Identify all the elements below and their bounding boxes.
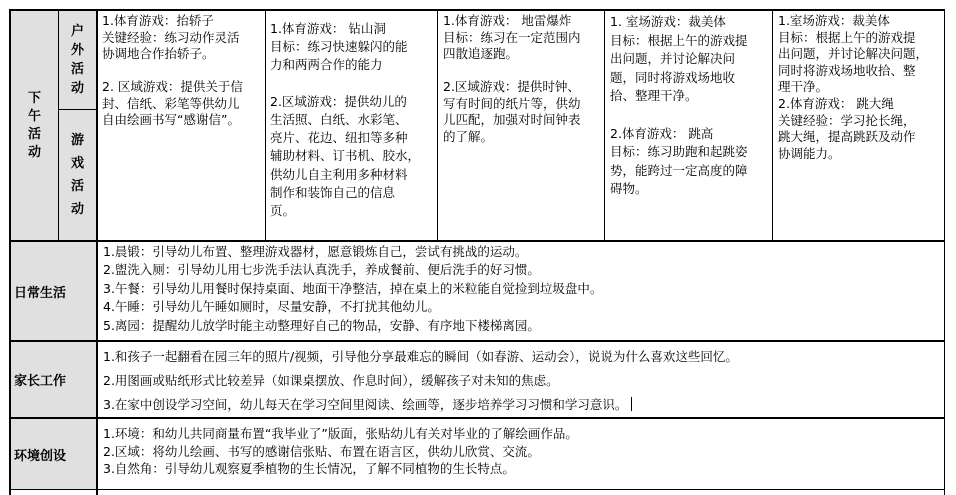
parent-work-label: 家长工作 <box>14 374 67 389</box>
game-activity-label: 游 戏 活 动 <box>70 133 84 217</box>
outdoor-activity-label: 户 外 活 动 <box>70 24 84 96</box>
grid-row-4 <box>9 489 945 490</box>
parent-item: 1.和孩子一起翻看在园三年的照片/视频，引导他分享最难忘的瞬间（如春游、运动会），说说为什么喜欢这些回忆。 <box>103 349 738 364</box>
parent-work-items[interactable] <box>103 345 943 417</box>
activity-column-3: 1.体育游戏： 地雷爆炸 目标：练习在一定范围内 四散追逐跑。 2.区域游戏：提供时钟、 写有时间的纸片等，供幼 儿匹配，加强对时间钟表 的了解。 <box>443 13 581 144</box>
grid-col-3 <box>604 9 605 240</box>
grid-col-1 <box>265 9 266 240</box>
environment-item: 3.自然角：引导幼儿观察夏季植物的生长情况，了解不同植物的生长特点。 <box>103 461 515 476</box>
grid-label-divider <box>96 9 98 495</box>
environment-items <box>103 425 943 489</box>
grid-row-1 <box>9 240 945 242</box>
grid-col-2 <box>437 9 438 240</box>
daily-life-items <box>103 243 943 339</box>
grid-top <box>9 9 945 11</box>
grid-col-4 <box>772 9 773 240</box>
text-cursor <box>631 397 632 411</box>
parent-item-last-row <box>103 393 943 417</box>
parent-item: 3.在家中创设学习空间，幼儿每天在学习空间里阅读、绘画等，逐步培养学习习惯和学习意识。 <box>103 397 628 412</box>
environment-item: 2.区域：将幼儿绘画、书写的感谢信张贴、布置在语言区，供幼儿欣赏、交流。 <box>103 443 540 459</box>
parent-item: 2.用图画或贴纸形式比较差异（如课桌摆放、作息时间），缓解孩子对未知的焦虑。 <box>103 373 559 388</box>
environment-item: 1.环境：和幼儿共同商量布置“我毕业了”版面，张贴幼儿有关对毕业的了解绘画作品。 <box>103 426 578 441</box>
grid-row-2 <box>9 340 945 342</box>
daily-life-label: 日常生活 <box>14 285 67 301</box>
activity-column-5: 1.室场游戏：裁美体 目标：根据上午的游戏提 出问题，并讨论解决问题， 同时将游戏场地收拾、整 理干净。 2.体育游戏： 跳大绳 关键经验：学习抡长绳， 跳大绳，提高跳跃及动作 协调能力。 <box>778 13 929 161</box>
daily-item: 4.午睡：引导幼儿午睡如厕时，尽量安静，不打扰其他幼儿。 <box>103 299 440 315</box>
daily-item: 3.午餐：引导幼儿用餐时保持桌面、地面干净整洁，掉在桌上的米粒能自觉捡到垃圾盘中。 <box>103 280 603 296</box>
grid-row-3 <box>9 417 945 419</box>
daily-item: 5.离园：提醒幼儿放学时能主动整理好自己的物品，安静、有序地下楼梯离园。 <box>103 317 540 333</box>
environment-label: 环境创设 <box>14 448 67 464</box>
grid-right <box>944 9 945 495</box>
daily-item: 1.晨锻：引导幼儿布置、整理游戏器材，愿意锻炼自己，尝试有挑战的运动。 <box>103 244 528 259</box>
activity-column-2: 1.体育游戏： 钻山洞 目标：练习快速躲闪的能 力和两两合作的能力 2.区域游戏：提供幼儿的 生活照、白纸、水彩笔、 亮片、花边、纽扣等多种 辅助材料、订书机、胶水， 供幼儿自主利用多种材料 制作和装饰自己的信息 页。 <box>270 21 421 219</box>
activity-column-4: 1. 室场游戏：裁美体 目标：根据上午的游戏提 出问题，并讨论解决问 题，同时将游戏场地收 拾、整理干净。 2.体育游戏： 跳高 目标：练习助跑和起跳姿 势，能跨过一定高度的障 碍物。 <box>610 14 748 197</box>
afternoon-label: 下 午 活 动 <box>27 90 41 160</box>
activity-column-1: 1.体育游戏：抬轿子 关键经验：练习动作灵活 协调地合作抬轿子。 2. 区域游戏：提供关于信 封、信纸、彩笔等供幼儿 自由绘画书写“感谢信”。 <box>102 13 243 127</box>
daily-item: 2.盥洗入厕：引导幼儿用七步洗手法认真洗手，养成餐前、便后洗手的好习惯。 <box>103 262 540 278</box>
